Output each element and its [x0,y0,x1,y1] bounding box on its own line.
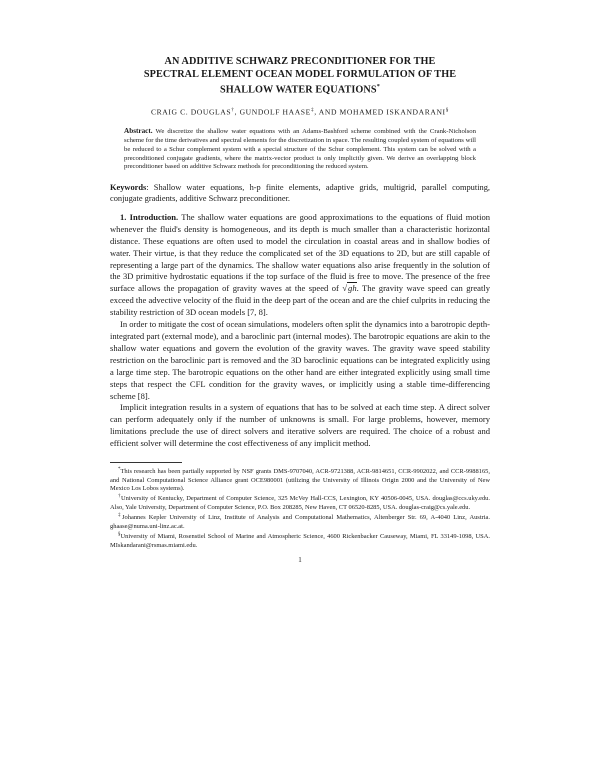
author-list [110,107,490,117]
abstract [110,127,490,172]
sqrt-argument [347,282,357,293]
keywords-text: : Shallow water equations, h-p finite elements, adaptive grids, multigrid, parallel computing, conjugate gradients, additive Schwarz preconditioner. [110,182,490,203]
author-haase: , GUNDOLF HAASE [234,107,311,117]
author-douglas: CRAIG C. DOUGLAS [150,107,232,117]
page-number: 1 [298,556,302,565]
intro-paragraph-1 [110,212,490,319]
intro-p1-part-b: . The gravity wave speed can greatly exceed the advective velocity of the fluid in the deep part of the ocean and are the chief culprits in reducing the stability restriction of 3D ocean models [7, 8]. [110,283,490,318]
title-line-3-text: SHALLOW WATER EQUATIONS [219,84,377,96]
footnote-3-mark: ‡ [118,513,123,519]
footnote-2 [110,493,490,512]
section-heading-introduction: 1. Introduction. [120,211,179,222]
footnote-2-mark: † [118,494,122,500]
intro-paragraph-2: In order to mitigate the cost of ocean simulations, modelers often split the dynamics into a barotropic depth-integrated part (external mode), and a baroclinic part (internal modes). The barotropic equations are akin to the shallow water equations and govern the evolution of the gravity waves. The gravity wave speed stability restriction on the baroclinic part is removed and the 3D baroclinic equations can be integrated explicitly using a large time step. The barotropic equations on the other hand are either integrated explicitly using small time steps that respect the CFL condition for the gravity waves, or implicitly using a stable time-differencing scheme [8]. [110,319,490,401]
keywords [110,182,490,204]
abstract-label: Abstract. [124,127,153,136]
paper-title [110,56,490,97]
author-iskandarani: , AND MOHAMED ISKANDARANI [314,107,446,117]
title-line-1: AN ADDITIVE SCHWARZ PRECONDITIONER FOR THE [164,56,436,67]
title-line-2: SPECTRAL ELEMENT OCEAN MODEL FORMULATION OF THE [143,68,457,80]
footnote-4 [110,531,490,550]
author-mark-1: † [231,106,235,113]
footnote-3 [110,512,490,531]
paper-page [110,56,490,564]
keywords-label: Keywords [110,182,147,192]
author-mark-2: ‡ [310,106,315,113]
abstract-text: We discretize the shallow water equations with an Adams-Bashford scheme combined with the Crank-Nicholson scheme for the time derivatives and spectral elements for the discretization in space. The resulting coupled system of equations will be reduced to a Schur complement system with a special structure of the Schur complement. This system can be solved with a preconditioned conjugate gradients, where the matrix-vector product is only implicitly given. We derive an overlapping block preconditioner based on additive Schwarz methods for preconditioning the reduced system. [124,128,476,171]
sqrt-sign: √ [342,283,348,294]
footnote-1 [110,466,490,493]
footnote-divider [110,462,182,463]
intro-p1-part-a: The shallow water equations are good approximations to the equations of fluid motion whenever the fluid's density is homogeneous, and its depth is much smaller than a characteristic horizontal distance. These equations are often used to model the circulation in coastal areas and in shallow bodies of water. Their virtue, is that they reduce the complicated set of the 3D equations to 2D, but are still capable of representing a large part of the dynamics. The shallow water equations also arise frequently in the solution of the 3D primitive hydrostatic equations if the top surface of the fluid is free to move. The presence of the free surface allows the propagation of gravity waves at the speed of [110,211,490,294]
title-footnote-mark: * [376,83,381,90]
footnote-1-text: This research has been partially supported by NSF grants DMS-9707040, ACR-9721388, ACR-9814651, CCR-9902022, and CCR-9988165, and National Computational Science Alliance grant OCE980001 (utilizing the University of Illinois Origin 2000 and the University of New Mexico Los Lobos systems). [110,468,490,493]
author-mark-3: § [445,106,450,113]
footnote-2-text: University of Kentucky, Department of Computer Science, 325 McVey Hall-CCS, Lexington, KY 40506-0045, USA. douglas@ccs.uky.edu. Also, Yale University, Department of Computer Science, P.O. Box 208285, New Haven, CT 06520-8285, USA. douglas-craig@cs.yale.edu. [110,495,490,511]
footnote-3-text: Johannes Kepler University of Linz, Institute of Analysis and Computational Mathematics, Altenberger Str. 69, A-4040 Linz, Austria. ghaase@numa.uni-linz.ac.at. [110,514,491,530]
intro-paragraph-3: Implicit integration results in a system of equations that has to be solved at each time step. A direct solver can perform adequately only if the number of unknowns is small. For large problems, however, memory limitations preclude the use of direct solvers and iterative solvers are required. The choice of a robust and efficient solver will determine the cost effectiveness of any implicit method. [110,402,490,449]
footnote-1-mark: * [118,467,121,473]
sqrt-argument-text: gh [348,283,357,294]
footnote-4-mark: § [118,532,121,538]
title-line-3 [110,81,490,97]
footnote-4-text: University of Miami, Rosenstiel School of Marine and Atmospheric Science, 4600 Rickenbacker Causeway, Miami, FL 33149-1098, USA. MIskandarani@rsmas.miami.edu. [110,533,490,549]
